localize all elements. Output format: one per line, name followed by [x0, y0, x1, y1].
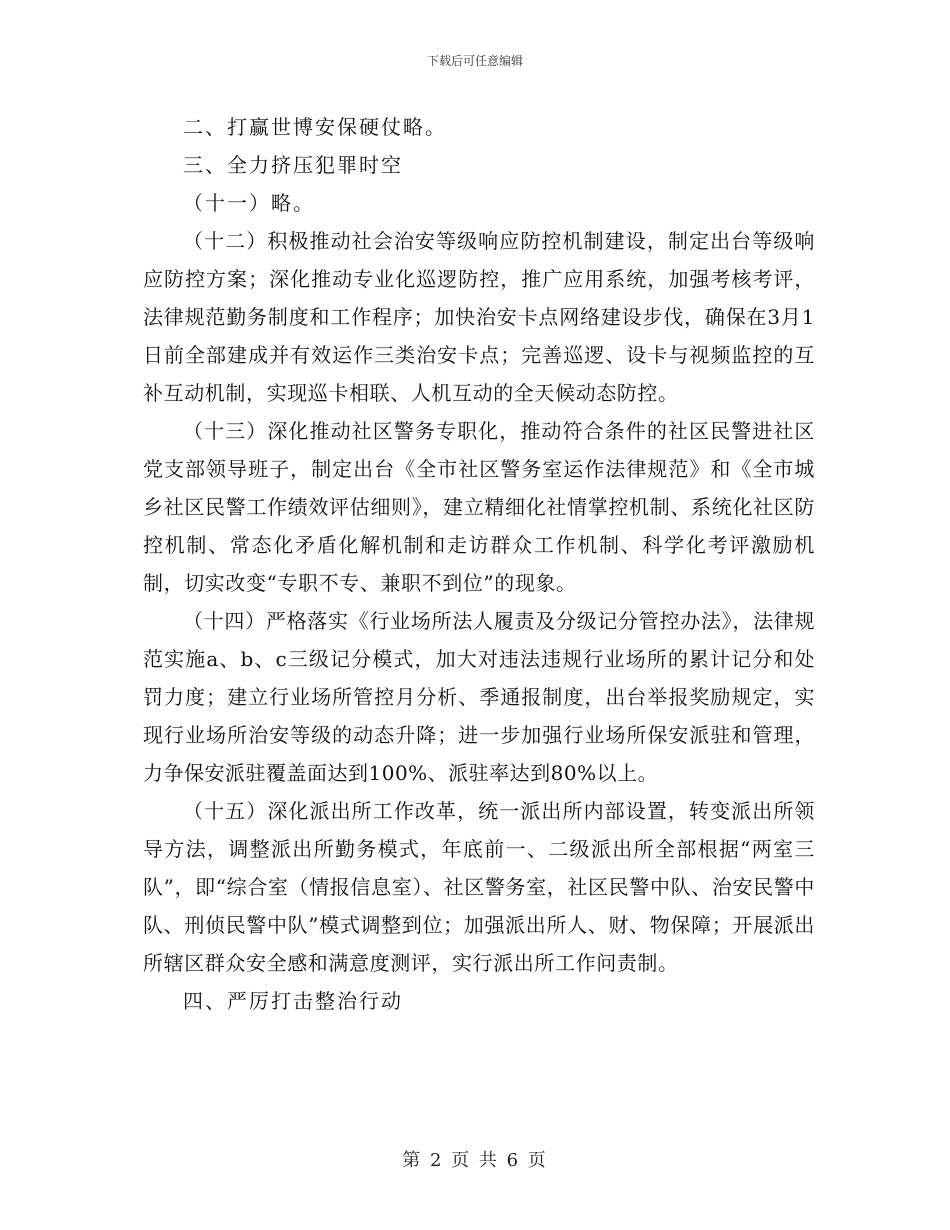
- paragraph-item-15: （十五）深化派出所工作改革，统一派出所内部设置，转变派出所领导方法，调整派出所勤务模式，年底前一、二级派出所全部根据“两室三队”，即“综合室（情报信息室）、社区警务室，社区民警中队、治安民警中队、刑侦民警中队”模式调整到位；加强派出所人、财、物保障；开展派出所辖区群众安全感和满意度测评，实行派出所工作问责制。: [143, 799, 815, 975]
- section-heading-4: 四、严厉打击整治行动: [183, 989, 403, 1013]
- section-heading-3: 三、全力挤压犯罪时空: [183, 153, 403, 177]
- page-number: 第 2 页 共 6 页: [402, 1150, 548, 1171]
- paragraph-item-14: （十四）严格落实《行业场所法人履责及分级记分管控办法》，法律规范实施a、b、c三级记分模式，加大对违法违规行业场所的累计记分和处罚力度；建立行业场所管控月分析、季通报制度，出台举报奖励规定，实现行业场所治安等级的动态升降；进一步加强行业场所保安派驻和管理，力争保安派驻覆盖面达到100%、派驻率达到80%以上。: [143, 609, 815, 785]
- paragraph-item-12: （十二）积极推动社会治安等级响应防控机制建设，制定出台等级响应防控方案；深化推动专业化巡逻防控，推广应用系统，加强考核考评，法律规范勤务制度和工作程序；加快治安卡点网络建设步伐，确保在3月1日前全部建成并有效运作三类治安卡点；完善巡逻、设卡与视频监控的互补互动机制，实现巡卡相联、人机互动的全天候动态防控。: [143, 229, 815, 405]
- document-body: [143, 108, 815, 1020]
- page-header-note: 下载后可任意编辑: [426, 54, 523, 68]
- paragraph-item-13: （十三）深化推动社区警务专职化，推动符合条件的社区民警进社区党支部领导班子，制定出台《全市社区警务室运作法律规范》和《全市城乡社区民警工作绩效评估细则》，建立精细化社情掌控机制、系统化社区防控机制、常态化矛盾化解机制和走访群众工作机制、科学化考评激励机制，切实改变“专职不专、兼职不到位”的现象。: [143, 419, 815, 595]
- section-heading-2: 二、打赢世博安保硬仗略。: [183, 115, 447, 139]
- item-11: （十一）略。: [183, 191, 315, 215]
